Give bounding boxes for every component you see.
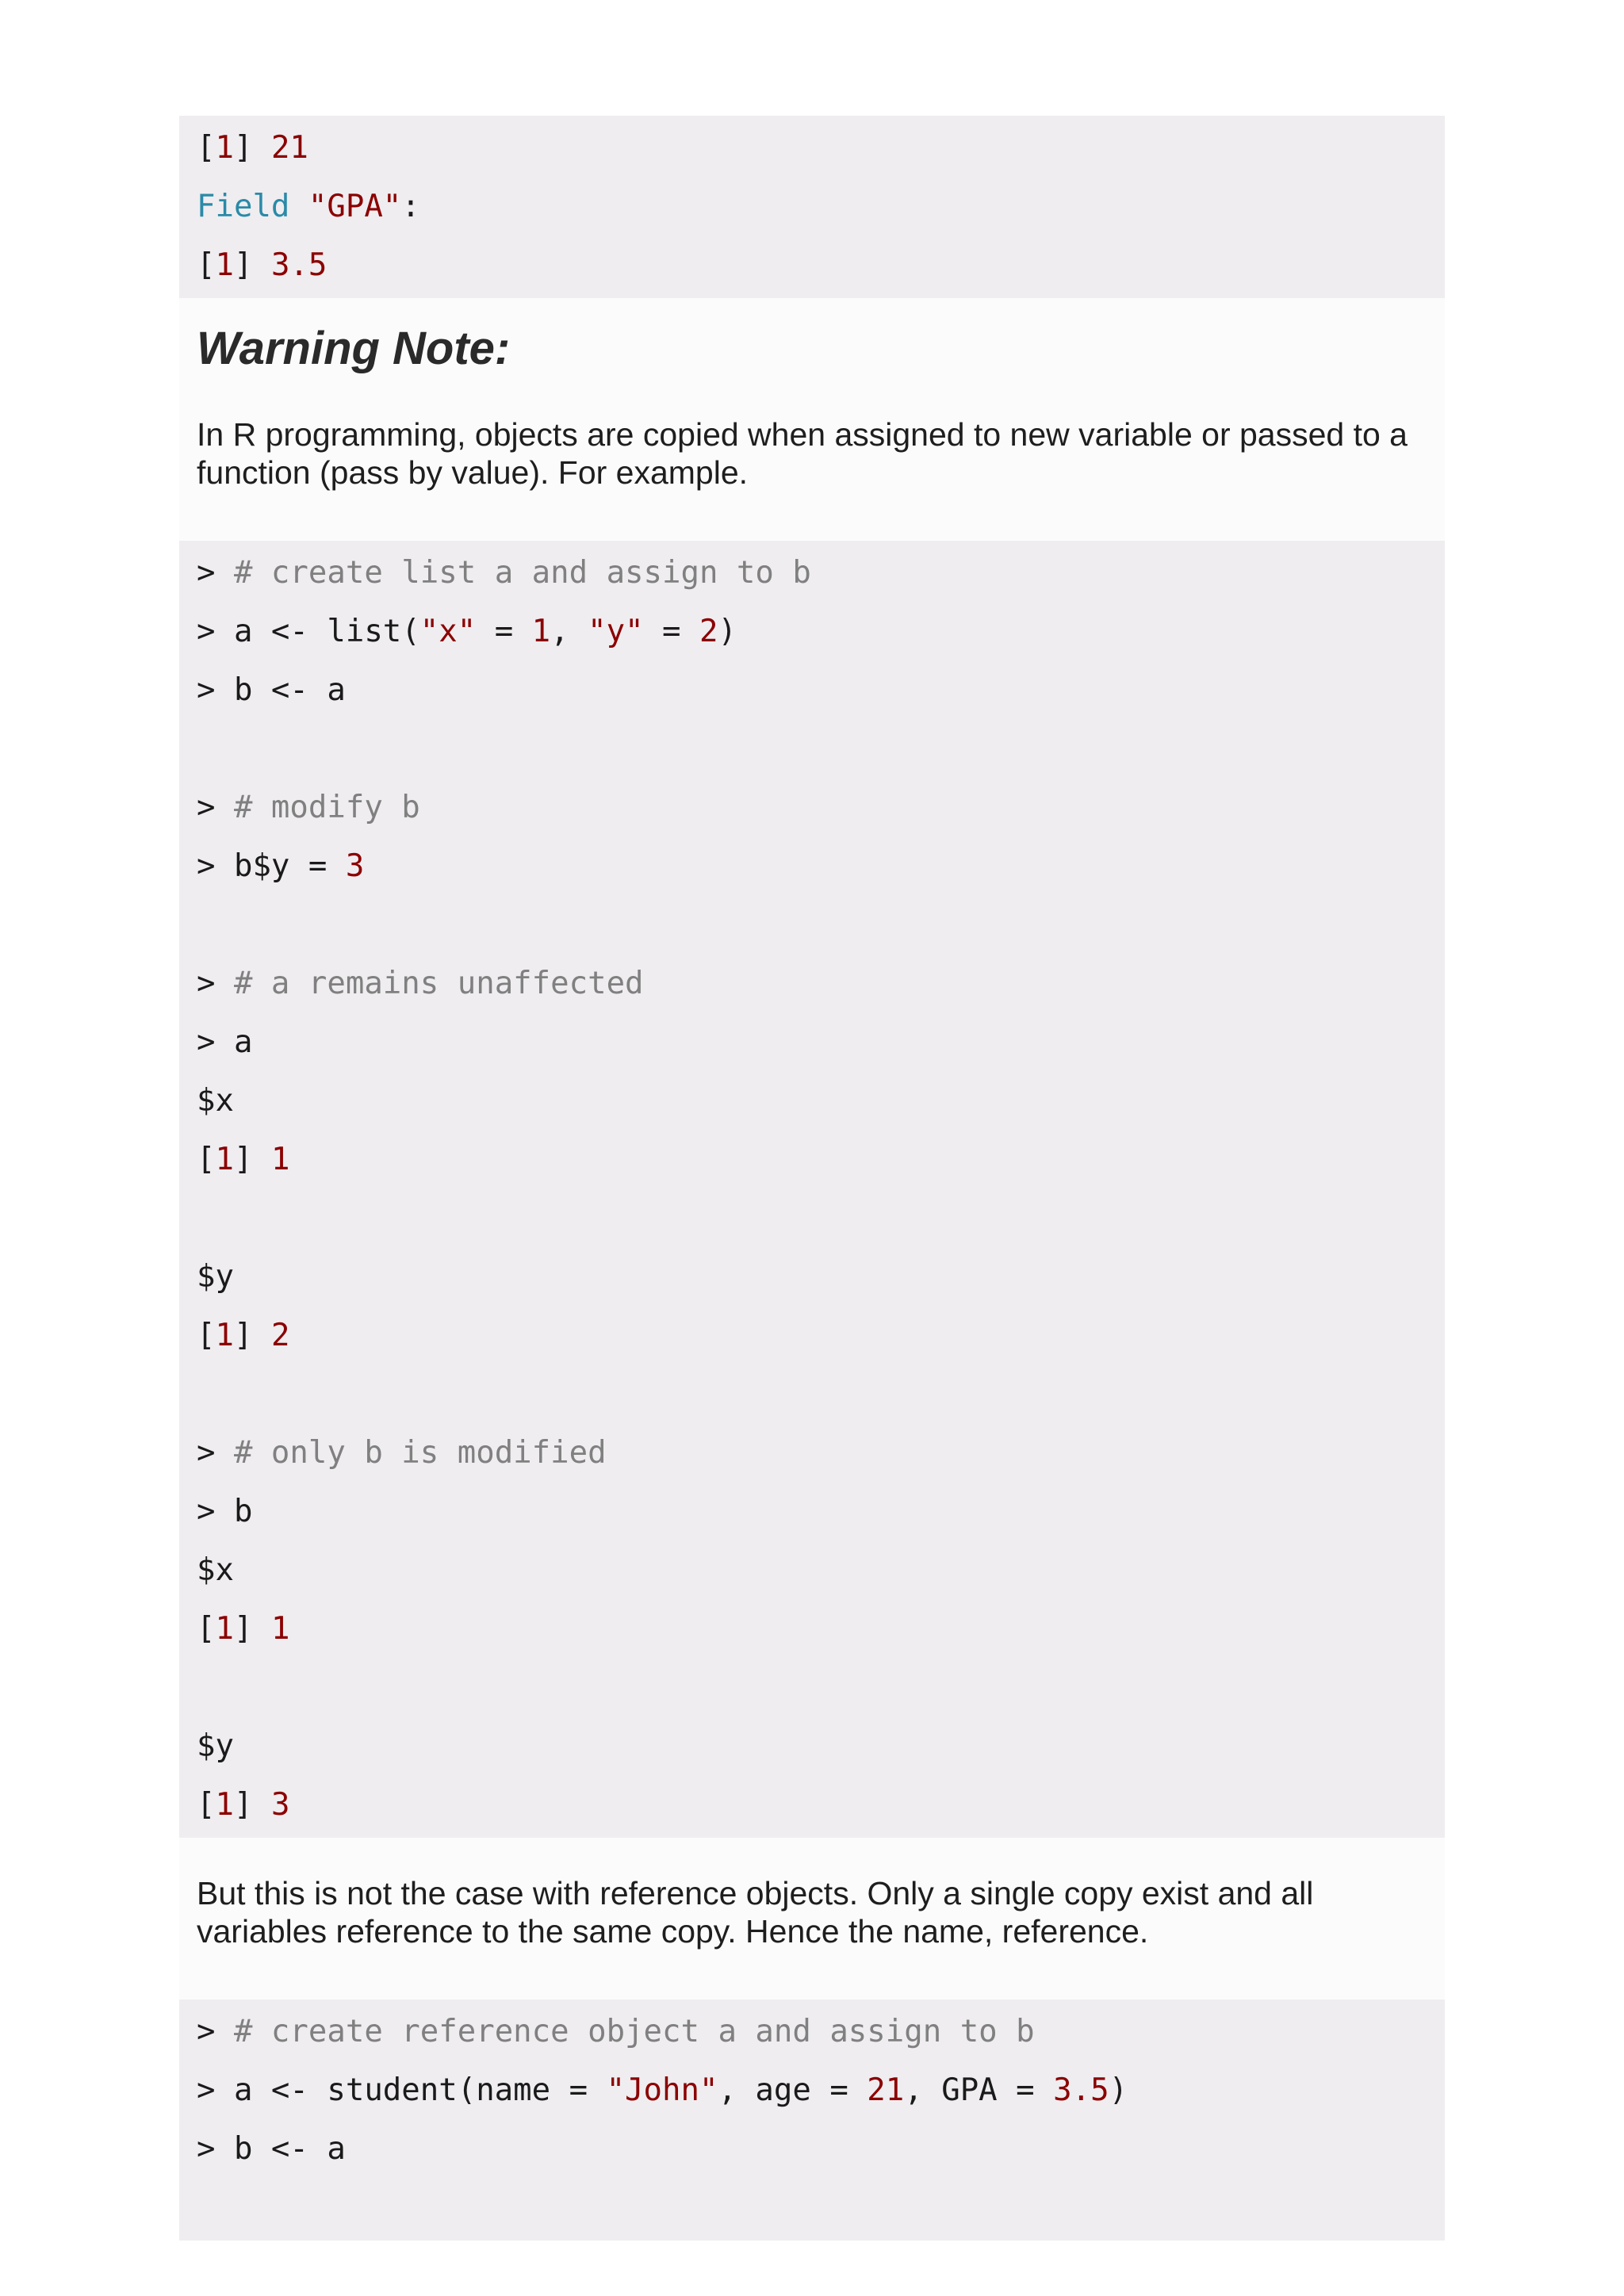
code-token-plain: $x <box>197 1083 234 1119</box>
code-token-cmt: # only b is modified <box>233 1435 607 1471</box>
code-token-plain: [ <box>197 130 216 166</box>
code-token-str: "y" <box>588 614 644 649</box>
code-line <box>197 1072 1445 1131</box>
code-token-plain: > a <- student(name = <box>197 2072 607 2108</box>
warning-heading: Warning Note: <box>197 323 511 374</box>
code-token-plain: [ <box>197 1611 216 1647</box>
code-token-plain: ] <box>233 1611 271 1647</box>
code-token-plain: ] <box>233 130 271 166</box>
code-line <box>197 1131 1445 1189</box>
code-lines <box>197 119 1445 295</box>
reference-paragraph: But this is not the case with reference objects. Only a single copy exist and all variables reference to the same copy. Hence the name, reference. <box>197 1875 1314 1950</box>
code-line <box>197 2120 1445 2179</box>
code-token-plain: > <box>197 790 234 825</box>
warning-section <box>179 298 1445 541</box>
code-token-plain: > b <box>197 1494 253 1529</box>
blank-code-line <box>197 720 1445 779</box>
code-token-num: 1 <box>215 247 234 283</box>
code-token-num: 3.5 <box>270 247 327 283</box>
code-token-plain: > b <- a <box>197 672 346 708</box>
code-token-plain: > a <box>197 1024 253 1060</box>
code-line <box>197 119 1445 178</box>
code-line <box>197 236 1445 295</box>
code-line <box>197 1483 1445 1541</box>
code-line <box>197 1717 1445 1776</box>
code-token-plain: ] <box>233 1787 271 1823</box>
code-token-plain: [ <box>197 1787 216 1823</box>
code-line <box>197 1541 1445 1600</box>
code-token-num: 2 <box>270 1318 290 1353</box>
code-lines <box>197 544 1445 1835</box>
code-token-plain: , GPA = <box>904 2072 1054 2108</box>
code-token-num: 1 <box>270 1142 290 1177</box>
code-token-plain: ) <box>718 614 737 649</box>
code-token-num: 1 <box>215 1611 234 1647</box>
blank-code-line <box>197 1659 1445 1717</box>
code-line <box>197 2003 1445 2061</box>
code-line <box>197 603 1445 661</box>
code-lines <box>197 2003 1445 2179</box>
code-token-plain: > <box>197 2014 234 2049</box>
blank-code-line <box>197 1189 1445 1248</box>
code-token-plain: = <box>476 614 532 649</box>
code-token-cmt: # modify b <box>233 790 420 825</box>
code-token-plain: $y <box>197 1259 234 1295</box>
code-token-plain: : <box>401 189 420 224</box>
code-token-num: 1 <box>270 1611 290 1647</box>
code-token-num: 3.5 <box>1053 2072 1109 2108</box>
code-token-plain: ] <box>233 1318 271 1353</box>
code-block-output <box>179 116 1445 298</box>
code-line <box>197 661 1445 720</box>
code-line <box>197 837 1445 896</box>
code-token-cmt: # a remains unaffected <box>233 966 644 1001</box>
blank-code-line <box>197 896 1445 955</box>
code-token-plain: ] <box>233 247 271 283</box>
code-line <box>197 1248 1445 1307</box>
code-token-plain: $y <box>197 1728 234 1764</box>
code-token-num: 3 <box>345 848 365 884</box>
code-line <box>197 955 1445 1013</box>
code-token-plain: [ <box>197 1318 216 1353</box>
code-token-plain: $x <box>197 1552 234 1588</box>
code-token-plain: [ <box>197 247 216 283</box>
code-line <box>197 779 1445 837</box>
code-block-list-copy <box>179 541 1445 1838</box>
code-token-cmt: # create list a and assign to b <box>233 555 811 591</box>
code-line <box>197 1424 1445 1483</box>
code-token-num: 21 <box>270 130 308 166</box>
code-line <box>197 1307 1445 1365</box>
code-token-num: 1 <box>215 1142 234 1177</box>
code-token-num: 2 <box>699 614 718 649</box>
code-token-num: 21 <box>867 2072 905 2108</box>
code-line <box>197 2061 1445 2120</box>
code-token-plain: ) <box>1109 2072 1128 2108</box>
code-token-plain: [ <box>197 1142 216 1177</box>
code-token-plain: > b <- a <box>197 2131 346 2167</box>
code-block-reference-object <box>179 1999 1445 2241</box>
code-line <box>197 1776 1445 1835</box>
code-token-plain: , <box>550 614 588 649</box>
code-token-num: 1 <box>215 1787 234 1823</box>
code-token-plain: = <box>643 614 700 649</box>
code-line <box>197 178 1445 236</box>
blank-code-line <box>197 1365 1445 1424</box>
code-token-plain: > <box>197 966 234 1001</box>
reference-section <box>179 1838 1445 1999</box>
code-token-plain: > <box>197 555 234 591</box>
code-token-plain: > a <- list( <box>197 614 420 649</box>
code-line <box>197 544 1445 603</box>
code-token-str: "x" <box>419 614 477 649</box>
code-token-plain: > b$y = <box>197 848 346 884</box>
code-token-num: 3 <box>270 1787 290 1823</box>
code-token-str: "GPA" <box>308 189 402 224</box>
code-line <box>197 1600 1445 1659</box>
code-token-plain: , age = <box>718 2072 868 2108</box>
code-token-cmt: # create reference object a and assign to b <box>233 2014 1035 2049</box>
code-token-plain: > <box>197 1435 234 1471</box>
code-token-field: Field <box>197 189 308 224</box>
code-token-num: 1 <box>215 130 234 166</box>
code-token-num: 1 <box>531 614 551 649</box>
code-token-num: 1 <box>215 1318 234 1353</box>
code-line <box>197 1013 1445 1072</box>
warning-paragraph: In R programming, objects are copied when assigned to new variable or passed to a function (pass by value). For example. <box>197 416 1408 491</box>
code-token-plain: ] <box>233 1142 271 1177</box>
code-token-str: "John" <box>606 2072 718 2108</box>
